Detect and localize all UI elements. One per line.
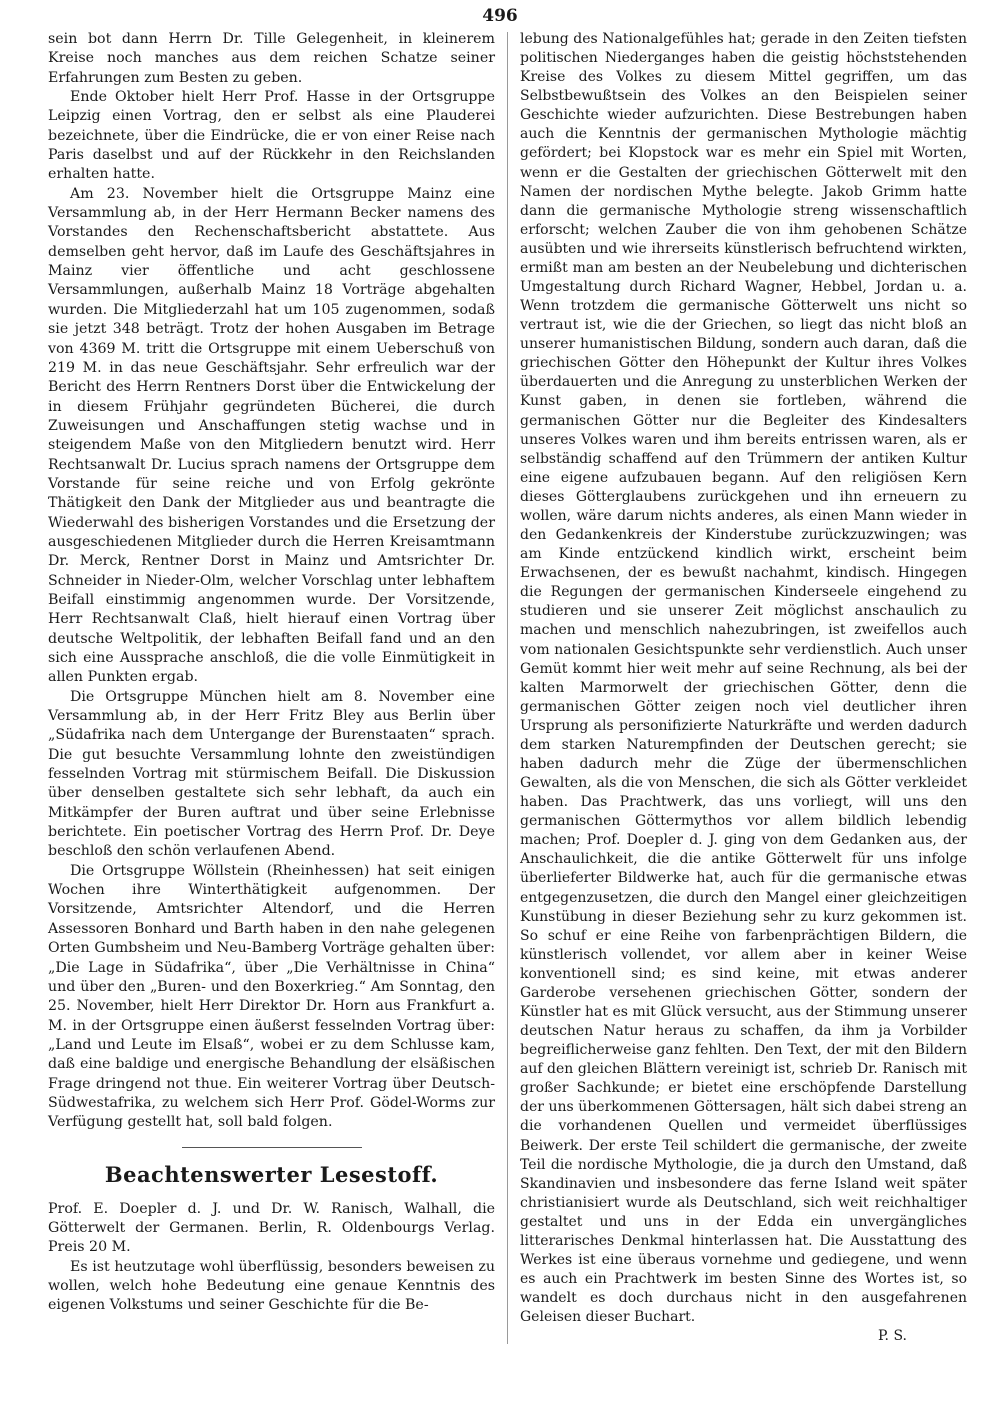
review-start: Es ist heutzutage wohl überflüssig, besonders beweisen zu wollen, welch hohe Bedeutung eine genaue Kenntnis des eigenen Volkstums und seiner Geschichte für die Be- — [48, 1258, 495, 1314]
section-heading: Beachtenswerter Lesestoff. — [104, 1161, 439, 1187]
column-divider — [507, 32, 508, 1344]
review-signature: P. S. — [877, 1328, 907, 1345]
paragraph-mainz: Am 23. November hielt die Ortsgruppe Mainz eine Versammlung ab, in der Herr Hermann Becker namens des Vorstandes den Rechenschaftsbericht abstattete. Aus demselben geht hervor, daß im Laufe des Geschäftsjahres in Mainz vier öffentliche und acht geschlossene Versammlungen, außerhalb Mainz 18 Vorträge abgehalten wurden. Die Mitgliederzahl hat um 105 zugenommen, sodaß sie jetzt 348 beträgt. Trotz der hohen Ausgaben im Betrage von 4369 M. tritt die Ortsgruppe mit einem Ueberschuß von 219 M. in das neue Geschäftsjahr. Sehr erfreulich war der Bericht des Herrn Rentners Dorst über die Entwickelung der in diesem Frühjahr gegründeten Bücherei, die durch Zuweisungen und Anschaffungen stetig wachse und in steigendem Maße von den Mitgliedern benutzt wird. Herr Rechtsanwalt Dr. Lucius sprach namens der Ortsgruppe dem Vorstande für seine reiche und von Erfolg gekrönte Thätigkeit den Dank der Mitglieder aus und beantragte die Wiederwahl des bisherigen Vorstandes und die Ersetzung der ausgeschiedenen Mitglieder durch die Herren Kreisamtmann Dr. Merck, Rentner Dorst in Mainz und Amtsrichter Dr. Schneider in Nieder-Olm, welcher Vorschlag unter lebhaftem Beifall einstimmig angenommen wurde. Der Vorsitzende, Herr Rechtsanwalt Claß, hielt hierauf einen Vortrag über deutsche Weltpolitik, der lebhaften Beifall fand und an den sich eine Aussprache anschloß, die die volle Einmütigkeit in allen Punkten ergab. — [48, 185, 495, 686]
left-column — [48, 30, 495, 1316]
page-number: 496 — [482, 6, 518, 26]
review-continuation: lebung des Nationalgefühles hat; gerade in den Zeiten tiefsten politischen Niederganges haben die geistig höchststehenden Kreise des Volkes zu diesem Mittel gegriffen, um das Selbstbewußtsein des Volkes an den Beispielen seiner Geschichte wieder aufzurichten. Diese Bestrebungen haben auch die Kenntnis der germanischen Mythologie mächtig gefördert; bei Klopstock war es mehr ein Spiel mit Worten, wenn er die Gestalten der griechischen Götterwelt mit den Namen der nordischen Mythe belegte. Jakob Grimm hatte dann die germanische Mythologie streng wissenschaftlich erforscht; welchen Zauber die von ihm gehobenen Schätze ausübten und wie ihrerseits künstlerisch befruchtend wirkten, ermißt man am besten an der Neubelebung und dichterischen Umgestaltung durch Richard Wagner, Hebbel, Jordan u. a. Wenn trotzdem die germanische Götterwelt uns nicht so vertraut ist, wie die der Griechen, so liegt das nicht bloß an unserer humanistischen Bildung, sondern auch daran, daß die griechischen Götter den Höhepunkt der Kultur ihres Volkes überdauerten und die Anregung zu unsterblichen Werken der Kunst gaben, in denen sie fortleben, während die germanischen Götter nur die Begleiter des Kindesalters unseres Volkes waren und ihm bereits entrissen waren, als er selbständig schaffend auf den Trümmern der antiken Kultur eine eigene aufzubauen begann. Auf den religiösen Kern dieses Götterglaubens zurückgehen und ihn erneuern zu wollen, wäre darum nichts anderes, als einen Mann wieder in den Gedankenkreis der Kinderstube zurückzuzwingen; was am Kinde entzückend kindlich wirkt, erscheint beim Erwachsenen, der es bewußt nachahmt, kindisch. Hingegen die Regungen der germanischen Kinderseele eingehend zu studieren und sie unserer Zeit möglichst anschaulich zu machen und menschlich nahezubringen, ist zweifellos auch vom nationalen Gesichtspunkte sehr verdienstlich. Auch unser Gemüt kommt hier weit mehr auf seine Rechnung, als bei der kalten Marmorwelt der griechischen Götter, denn die germanischen Götter zeigen noch viel deutlicher ihren Ursprung als personifizierte Naturkräfte und werden dadurch dem starken Naturempfinden der Deutschen gerecht; sie haben dadurch mehr die Züge der übermenschlichen Gewalten, als die von Menschen, die sich als Götter verkleidet haben. Das Prachtwerk, das uns vorliegt, will uns den germanischen Göttermythos vor allem bildlich lebendig machen; Prof. Doepler d. J. ging von dem Gedanken aus, der Anschaulichkeit, die die antike Götterwelt für uns infolge überlieferter Bildwerke hat, auch für die germanische etwas entgegenzusetzen, die durch den Mangel einer gleichzeitigen Kunstübung in dieser Beziehung sehr zu kurz gekommen ist. So schuf er eine Reihe von farbenprächtigen Bildern, die künstlerisch vollendet, vor allem aber in keiner Weise konventionell sind; es sind keine, mit etwas anderer Garderobe versehenen griechischen Götter, sondern der Künstler hat es mit Glück versucht, aus der Stimmung unserer deutschen Natur heraus zu schaffen, da ihm ja Vorbilder begreiflicherweise ganz fehlten. Den Text, der mit den Bildern auf den gleichen Blättern vereinigt ist, schrieb Dr. Ranisch mit großer Sachkunde; er bietet eine erschöpfende Darstellung der uns überkommenen Göttersagen, hält sich dabei streng an die vorhandenen Quellen und vermeidet überflüssiges Beiwerk. Der erste Teil schildert die germanische, der zweite Teil die nordische Mythologie, die ja durch den Umstand, daß Skandinavien und insbesondere das ferne Island weit später christianisiert wurde als Deutschland, sich weit reichhaltiger gestaltet und uns in der Edda ein unvergängliches litterarisches Denkmal hinterlassen hat. Die Ausstattung des Werkes ist eine überaus vornehme und gediegene, und wenn es auch ein Prachtwerk im besten Sinne des Wortes ist, so wandelt es doch durchaus nicht in den ausgefahrenen Geleisen dieser Buchart. — [520, 31, 967, 1326]
section-divider — [182, 1147, 362, 1148]
right-column — [520, 30, 967, 1346]
paragraph-leipzig: Ende Oktober hielt Herr Prof. Hasse in der Ortsgruppe Leipzig einen Vortrag, den er selbst als eine Plauderei bezeichnete, über die Eindrücke, die er von einer Reise nach Paris daselbst und auf der Rückkehr in den Reichslanden erhalten hatte. — [48, 89, 495, 183]
paragraph-continuation: sein bot dann Herrn Dr. Tille Gelegenheit, in kleinerem Kreise noch manches aus dem reichen Schatze seiner Erfahrungen zum Besten zu geben. — [48, 31, 495, 86]
paragraph-woellstein: Die Ortsgruppe Wöllstein (Rheinhessen) hat seit einigen Wochen ihre Winterthätigkeit aufgenommen. Der Vorsitzende, Amtsrichter Altendorf, und die Herren Assessoren Bonhard und Barth haben in den nahe gelegenen Orten Gumbsheim und Neu-Bamberg Vorträge gehalten über: „Die Lage in Südafrika“, über „Die Verhältnisse in China“ und über den „Buren- und den Boxerkrieg.“ Am Sonntag, den 25. November, hielt Herr Direktor Dr. Horn aus Frankfurt a. M. in der Ortsgruppe einen äußerst fesselnden Vortrag über: „Land und Leute im Elsaß“, wobei er zu dem Schlusse kam, daß eine baldige und energische Behandlung der elsäßischen Frage dringend not thue. Ein weiterer Vortrag über Deutsch-Südwestafrika, zu welchem sich Herr Prof. Gödel-Worms zur Verfügung gestellt hat, soll bald folgen. — [48, 862, 495, 1131]
paragraph-muenchen: Die Ortsgruppe München hielt am 8. November eine Versammlung ab, in der Herr Fritz Bley aus Berlin über „Südafrika nach dem Untergange der Burenstaaten“ sprach. Die gut besuchte Versammlung lohnte den zweistündigen fesselnden Vortrag mit stürmischem Beifall. Die Diskussion über denselben gestaltete sich sehr lebhaft, da auch ein Mitkämpfer der Buren auftrat und über seine Erlebnisse berichtete. Ein poetischer Vortrag des Herrn Prof. Dr. Deye beschloß den schön verlaufenen Abend. — [48, 688, 495, 860]
book-reference: Prof. E. Doepler d. J. und Dr. W. Ranisch, Walhall, die Götterwelt der Germanen. Berlin, R. Oldenbourgs Verlag. Preis 20 M. — [48, 1200, 495, 1256]
